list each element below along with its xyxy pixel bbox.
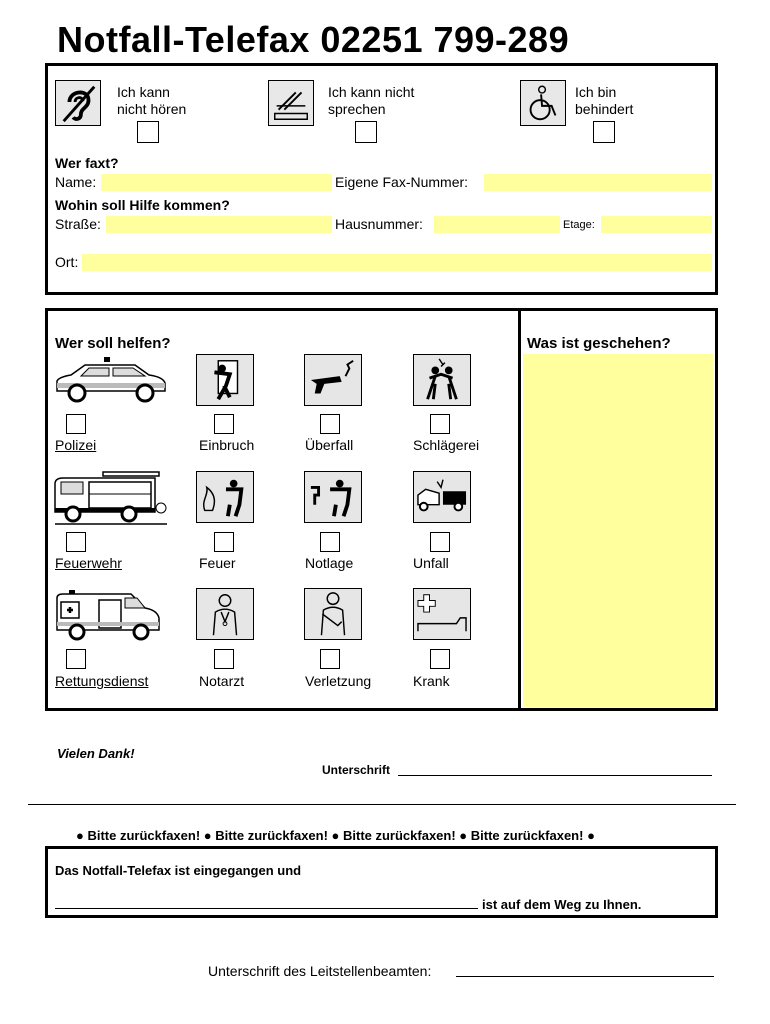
fax-number-field[interactable] — [484, 174, 712, 191]
what-happened-field[interactable] — [523, 354, 713, 707]
emergency-doctor-icon — [196, 588, 254, 640]
street-label: Straße: — [55, 216, 101, 232]
police-checkbox[interactable] — [66, 414, 86, 434]
floor-label: Etage: — [563, 219, 595, 231]
burglary-label: Einbruch — [199, 437, 255, 453]
rescue-service-label: Rettungsdienst — [55, 673, 149, 689]
robbery-checkbox[interactable] — [320, 414, 340, 434]
illness-icon — [413, 588, 471, 640]
accident-checkbox[interactable] — [430, 532, 450, 552]
dispatcher-signature-label: Unterschrift des Leitstellenbeamten: — [208, 963, 432, 979]
police-car-icon — [53, 355, 169, 407]
robbery-label: Überfall — [305, 437, 354, 453]
wheelchair-icon — [520, 80, 566, 126]
fight-icon — [413, 354, 471, 406]
name-label: Name: — [55, 174, 97, 190]
thanks-text: Vielen Dank! — [57, 746, 135, 761]
name-field[interactable] — [101, 174, 332, 191]
illness-checkbox[interactable] — [430, 649, 450, 669]
mute-checkbox[interactable] — [355, 121, 377, 143]
illness-label: Krank — [413, 673, 450, 689]
accident-label: Unfall — [413, 555, 449, 571]
deaf-label-2: nicht hören — [117, 101, 187, 117]
mute-label-2: sprechen — [328, 101, 386, 117]
fire-icon — [196, 471, 254, 523]
reply-fill-line[interactable] — [55, 908, 478, 909]
deaf-label-1: Ich kann — [117, 84, 170, 100]
mute-label-1: Ich kann nicht — [328, 84, 415, 100]
page-title: Notfall-Telefax 02251 799-289 — [57, 19, 570, 60]
disabled-label-1: Ich bin — [575, 84, 617, 100]
injury-label: Verletzung — [305, 673, 372, 689]
emergency-situation-checkbox[interactable] — [320, 532, 340, 552]
fight-label: Schlägerei — [413, 437, 480, 453]
deaf-icon — [55, 80, 101, 126]
disabled-checkbox[interactable] — [593, 121, 615, 143]
fight-checkbox[interactable] — [430, 414, 450, 434]
city-field[interactable] — [82, 254, 712, 271]
injury-checkbox[interactable] — [320, 649, 340, 669]
return-fax-banner: ● Bitte zurückfaxen! ● Bitte zurückfaxen! ● Bitte zurückfaxen! ● Bitte zurückfaxen! ● — [76, 828, 595, 843]
injury-icon — [304, 588, 362, 640]
burglary-icon — [196, 354, 254, 406]
signature-line[interactable] — [398, 775, 712, 776]
cut-line — [28, 804, 736, 805]
house-number-field[interactable] — [434, 216, 560, 233]
fire-label: Feuer — [199, 555, 236, 571]
robbery-icon — [304, 354, 362, 406]
rescue-service-checkbox[interactable] — [66, 649, 86, 669]
fire-truck-icon — [53, 470, 169, 526]
city-label: Ort: — [55, 254, 79, 270]
house-number-label: Hausnummer: — [335, 216, 423, 232]
disabled-label-2: behindert — [575, 101, 634, 117]
dispatcher-signature-line[interactable] — [456, 976, 714, 977]
street-field[interactable] — [106, 216, 332, 233]
fire-department-checkbox[interactable] — [66, 532, 86, 552]
emergency-doctor-checkbox[interactable] — [214, 649, 234, 669]
mute-icon — [268, 80, 314, 126]
floor-field[interactable] — [601, 216, 712, 233]
column-divider — [518, 308, 521, 711]
signature-label: Unterschrift — [322, 763, 391, 777]
fire-checkbox[interactable] — [214, 532, 234, 552]
reply-line-2: ist auf dem Weg zu Ihnen. — [482, 897, 642, 912]
who-faxes-heading: Wer faxt? — [55, 155, 119, 171]
what-happened-heading: Was ist geschehen? — [527, 335, 671, 352]
fire-department-label: Feuerwehr — [55, 555, 122, 571]
emergency-doctor-label: Notarzt — [199, 673, 245, 689]
fax-number-label: Eigene Fax-Nummer: — [335, 174, 469, 190]
reply-line-1: Das Notfall-Telefax ist eingegangen und — [55, 863, 302, 878]
accident-icon — [413, 471, 471, 523]
emergency-situation-icon — [304, 471, 362, 523]
police-label: Polizei — [55, 437, 97, 453]
deaf-checkbox[interactable] — [137, 121, 159, 143]
emergency-situation-label: Notlage — [305, 555, 354, 571]
burglary-checkbox[interactable] — [214, 414, 234, 434]
ambulance-icon — [53, 588, 169, 642]
where-heading: Wohin soll Hilfe kommen? — [55, 197, 230, 213]
who-should-help-heading: Wer soll helfen? — [55, 335, 171, 352]
